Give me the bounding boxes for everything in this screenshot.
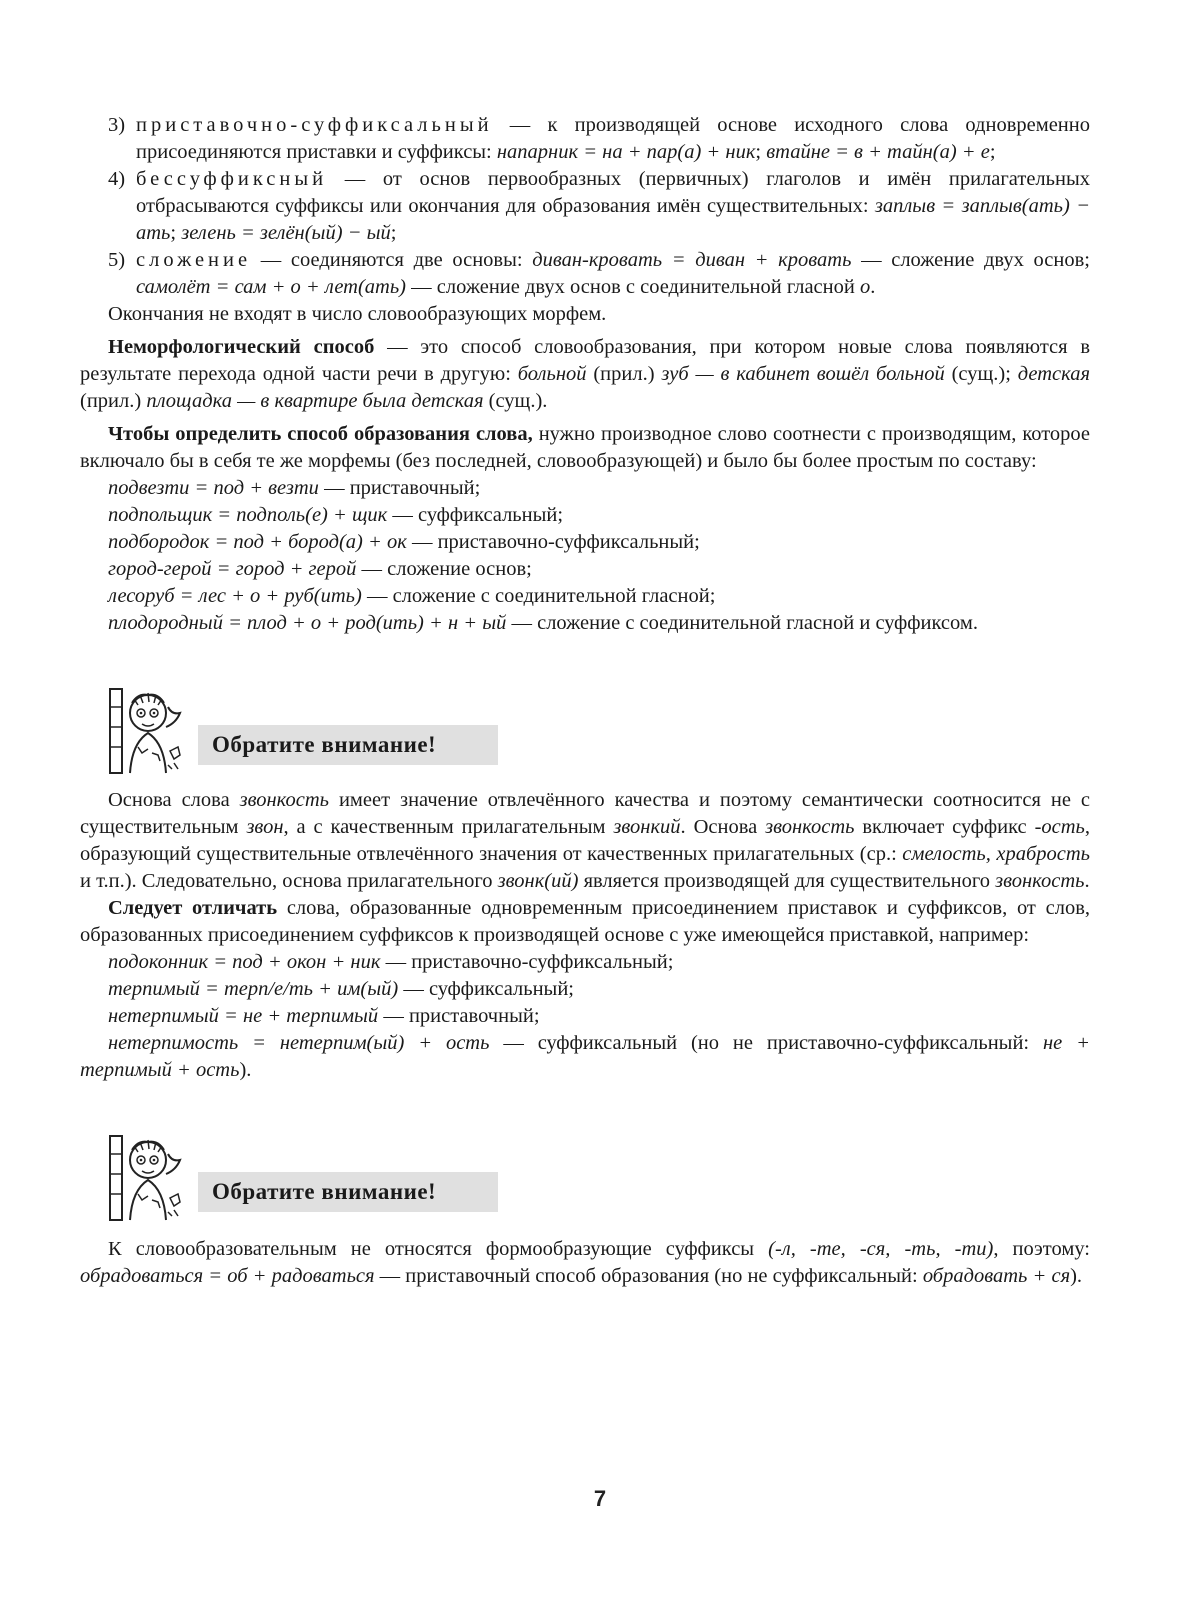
attention-note-header [80,1134,1090,1226]
student-thinking-icon [108,1134,188,1222]
example-line: подбородок = под + бород(а) + ок — приставочно-суффиксальный; [108,531,700,553]
term: приставочно-суффиксальный [136,114,493,136]
example-line: нетерпимый = не + терпимый — приставочный; [108,1005,540,1027]
list-item [80,166,1090,247]
howto-paragraph: Чтобы определить способ образования слова, нужно производное слово соотнести с производящим, которое включало бы в себя те же морфемы (без последней, словообразующей) и было бы более простым по составу: [80,423,1091,472]
attention-title: Обратите внимание! [198,1172,498,1212]
example-line: терпимый = терп/е/ть + им(ый) — суффиксальный; [108,978,574,1000]
list-text: сложение — соединяются две основы: диван-кровать = диван + кровать — сложение двух основ; самолёт = сам + о + лет(ать) — сложение двух основ с соединительной гласной о. [136,249,1090,298]
examples-list [80,475,1090,637]
attention-title: Обратите внимание! [198,725,498,765]
example-line: подпольщик = подполь(е) + щик — суффиксальный; [108,504,564,526]
example-line: плодородный = плод + о + род(ить) + н + ый — сложение с соединительной гласной и суффиксом. [108,612,978,634]
term: сложение [136,249,252,271]
list-number: 4) [108,168,126,190]
list-item [80,112,1090,166]
example-line: лесоруб = лес + о + руб(ить) — сложение с соединительной гласной; [108,585,716,607]
note2-paragraph: К словообразовательным не относятся формообразующие суффиксы (-л, -те, -ся, -ть, -ти), поэтому: обрадоваться = об + радоваться — приставочный способ образования (но не суффиксальный: обрадовать + ся). [80,1238,1090,1287]
list-text: приставочно-суффиксальный — к производящей основе исходного слова одновременно присоединяются приставки и суффиксы: напарник = на + пар(а) + ник; втайне = в + тайн(а) + е; [136,114,1090,163]
nonmorphological-paragraph: Неморфологический способ — это способ словообразования, при котором новые слова появляются в результате перехода одной части речи в другую: больной (прил.) зуб — в кабинет вошёл больной (сущ.); детская (прил.) площадка — в квартире была детская (сущ.). [80,336,1090,412]
example-line: подоконник = под + окон + ник — приставочно-суффиксальный; [108,951,674,973]
examples-list [80,949,1090,1084]
list-number: 3) [108,114,126,136]
term: бессуффиксный [136,168,328,190]
page-body [80,112,1090,1290]
attention-note-header [80,687,1090,779]
list-number: 5) [108,249,126,271]
list-text: бессуффиксный — от основ первообразных (первичных) глаголов и имён прилагательных отбрасываются суффиксы или окончания для образования имён существительных: заплыв = заплыв(ать) − ать; зелень = зелён(ый) − ый; [136,168,1090,244]
example-line: подвезти = под + везти — приставочный; [108,477,481,499]
list-item [80,247,1090,301]
student-thinking-icon [108,687,188,775]
example-line: город-герой = город + герой — сложение основ; [108,558,532,580]
example-line: нетерпимость = нетерпим(ый) + ость — суффиксальный (но не приставочно-суффиксальный: не + терпимый + ость). [80,1032,1090,1081]
page-number: 7 [593,1486,607,1511]
distinguish-paragraph: Следует отличать слова, образованные одновременным присоединением приставок и суффиксов, от слов, образованных присоединением суффиксов к производящей основе с уже имеющейся приставкой, например: [80,897,1091,946]
endings-note: Окончания не входят в число словообразующих морфем. [108,303,607,325]
note1-paragraph: Основа слова звонкость имеет значение отвлечённого качества и поэтому семантически соотносится не с существительным звон, а с качественным прилагательным звонкий. Основа звонкость включает суффикс -ость, образующий существительные отвлечённого значения от качественных прилагательных (ср.: смелость, храбрость и т.п.). Следовательно, основа прилагательного звонк(ий) является производящей для существительного звонкость. [80,789,1090,892]
